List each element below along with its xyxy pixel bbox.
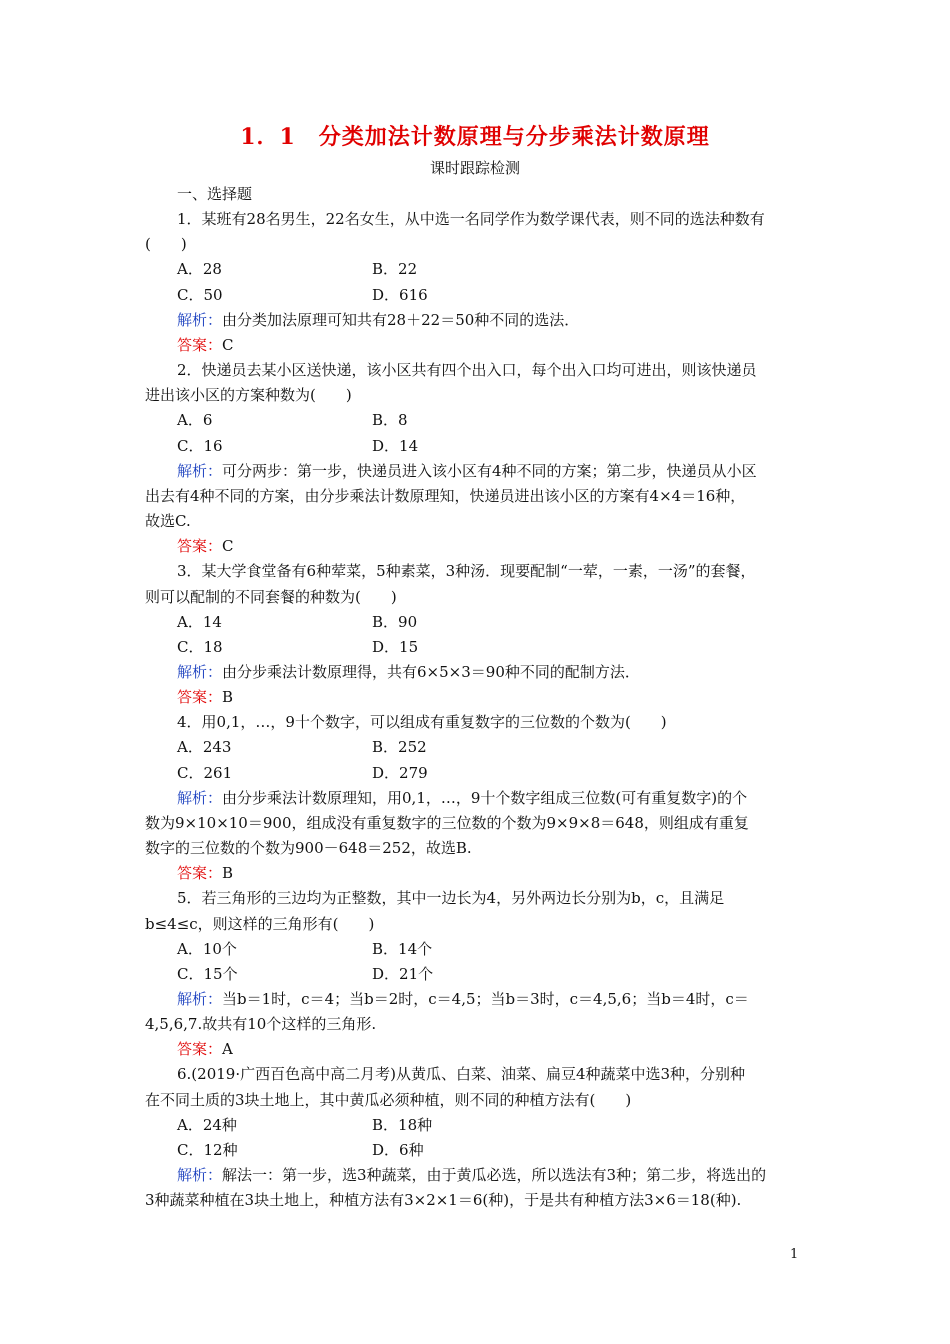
- q1-answer: [145, 333, 810, 358]
- q2-analysis: [145, 459, 810, 484]
- q6-analysis-text-1: 解法一：第一步，选3种蔬菜，由于黄瓜必选，所以选法有3种；第二步，将选出的: [222, 1166, 767, 1185]
- q3-option-d: D．15: [372, 637, 419, 656]
- q6-analysis: [145, 1163, 810, 1188]
- q6-stem-cont: 在不同土质的3块土地上，其中黄瓜必须种植，则不同的种植方法有( ): [145, 1090, 632, 1109]
- answer-label: 答案：: [177, 1040, 223, 1059]
- q5-option-b: B．14个: [372, 939, 433, 958]
- q3-options-row1: [145, 610, 810, 635]
- q5-analysis-text-1: 当b＝1时，c＝4；当b＝2时，c＝4,5；当b＝3时，c＝4,5,6；当b＝4时，c＝: [222, 990, 749, 1008]
- q4-options-row1: [145, 735, 810, 760]
- q1-option-d: D．616: [372, 285, 428, 304]
- q4-option-d: D．279: [372, 763, 428, 782]
- q6-analysis-text-2: 3种蔬菜种植在3块土地上，种植方法有3×2×1＝6(种)，于是共有种植方法3×6＝18(种).: [145, 1191, 742, 1210]
- q2-options-row2: [145, 434, 810, 459]
- q6-option-b: B．18种: [372, 1115, 433, 1134]
- answer-label: 答案：: [177, 864, 223, 883]
- q6-option-c: C．12种: [177, 1140, 238, 1159]
- q6-option-a: A．24种: [177, 1115, 237, 1134]
- analysis-label: 解析：: [177, 310, 223, 329]
- q2-options-row1: [145, 408, 810, 433]
- q3-answer: [145, 685, 810, 710]
- q3-option-a: A．14: [177, 612, 222, 631]
- analysis-label: 解析：: [177, 662, 223, 681]
- q5-option-c: C．15个: [177, 964, 238, 983]
- q4-answer: [145, 861, 810, 886]
- answer-label: 答案：: [177, 537, 223, 556]
- q2-option-d: D．14: [372, 436, 419, 455]
- page-title: 1．1 分类加法计数原理与分步乘法计数原理: [240, 124, 710, 150]
- q2-option-a: A．6: [177, 411, 213, 430]
- q1-option-c: C．50: [177, 285, 223, 304]
- page-subtitle: 课时跟踪检测: [429, 159, 520, 177]
- q6-options-row1: [145, 1113, 810, 1138]
- q5-analysis: [145, 987, 810, 1012]
- q5-options-row1: [145, 937, 810, 962]
- q3-option-c: C．18: [177, 637, 223, 656]
- q4-option-a: A．243: [177, 738, 232, 757]
- q5-answer-value: A: [222, 1040, 233, 1059]
- q5-analysis-text-2: 4,5,6,7.故共有10个这样的三角形.: [145, 1015, 377, 1034]
- q2-option-b: B．8: [372, 411, 408, 430]
- q1-answer-value: C: [222, 335, 234, 354]
- q3-answer-value: B: [222, 688, 234, 707]
- document-body: [145, 182, 810, 1213]
- q6-options-row2: [145, 1138, 810, 1163]
- q3-stem: 3．某大学食堂备有6种荤菜，5种素菜，3种汤．现要配制“一荤，一素，一汤”的套餐，: [177, 562, 756, 581]
- q2-analysis-text-1: 可分两步：第一步，快递员进入该小区有4种不同的方案；第二步，快递员从小区: [222, 461, 757, 480]
- answer-label: 答案：: [177, 688, 223, 707]
- q2-analysis-text-3: 故选C.: [145, 512, 191, 531]
- q1-stem: 1．某班有28名男生，22名女生，从中选一名同学作为数学课代表，则不同的选法种数有: [177, 210, 765, 229]
- q4-analysis-text-1: 由分步乘法计数原理知，用0,1，…，9十个数字组成三位数(可有重复数字)的个: [222, 788, 748, 807]
- q1-option-a: A．28: [177, 260, 222, 279]
- q4-answer-value: B: [222, 864, 234, 883]
- q2-stem-cont: 进出该小区的方案种数为( ): [145, 386, 352, 405]
- q5-stem-cont: b≤4≤c，则这样的三角形有( ): [145, 914, 375, 933]
- q2-stem: 2．快递员去某小区送快递，该小区共有四个出入口，每个出入口均可进出，则该快递员: [177, 361, 757, 380]
- page-number: 1: [790, 1247, 799, 1262]
- q3-analysis: [145, 660, 810, 685]
- q4-option-c: C．261: [177, 763, 233, 782]
- q3-option-b: B．90: [372, 612, 418, 631]
- analysis-label: 解析：: [177, 1166, 223, 1185]
- q1-stem-cont: ( ): [145, 235, 187, 254]
- q3-analysis-text: 由分步乘法计数原理得，共有6×5×3＝90种不同的配制方法．: [222, 662, 640, 681]
- q4-options-row2: [145, 761, 810, 786]
- q4-stem: 4．用0,1，…，9十个数字，可以组成有重复数字的三位数的个数为( ): [177, 713, 667, 732]
- q1-option-b: B．22: [372, 260, 418, 279]
- q2-answer-value: C: [222, 537, 234, 556]
- analysis-label: 解析：: [177, 461, 223, 480]
- q2-analysis-text-2: 出去有4种不同的方案，由分步乘法计数原理知，快递员进出该小区的方案有4×4＝16种，: [145, 486, 746, 505]
- analysis-label: 解析：: [177, 990, 223, 1008]
- q5-option-a: A．10个: [177, 939, 237, 958]
- q4-option-b: B．252: [372, 738, 427, 757]
- q1-analysis-text: 由分类加法原理可知共有28＋22＝50种不同的选法．: [222, 310, 580, 329]
- q4-analysis: [145, 786, 810, 811]
- q1-analysis: [145, 308, 810, 333]
- q2-answer: [145, 534, 810, 559]
- analysis-label: 解析：: [177, 788, 223, 807]
- q6-stem: 6.(2019·广西百色高中高二月考)从黄瓜、白菜、油菜、扁豆4种蔬菜中选3种，分别种: [177, 1065, 746, 1084]
- q6-option-d: D．6种: [372, 1140, 424, 1159]
- q3-stem-cont: 则可以配制的不同套餐的种数为( ): [145, 587, 397, 606]
- q5-option-d: D．21个: [372, 964, 434, 983]
- answer-label: 答案：: [177, 335, 223, 354]
- q1-options-row2: [145, 283, 810, 308]
- q2-option-c: C．16: [177, 436, 223, 455]
- q5-options-row2: [145, 962, 810, 987]
- q1-options-row1: [145, 257, 810, 282]
- section-heading: 一、选择题: [177, 185, 253, 203]
- q4-analysis-text-2: 数为9×10×10＝900，组成没有重复数字的三位数的个数为9×9×8＝648，则组成有重复: [145, 813, 749, 832]
- q4-analysis-text-3: 数字的三位数的个数为900－648＝252，故选B.: [145, 839, 472, 858]
- q5-answer: [145, 1037, 810, 1062]
- q5-stem: 5．若三角形的三边均为正整数，其中一边长为4，另外两边长分别为b，c，且满足: [177, 889, 725, 908]
- q3-options-row2: [145, 635, 810, 660]
